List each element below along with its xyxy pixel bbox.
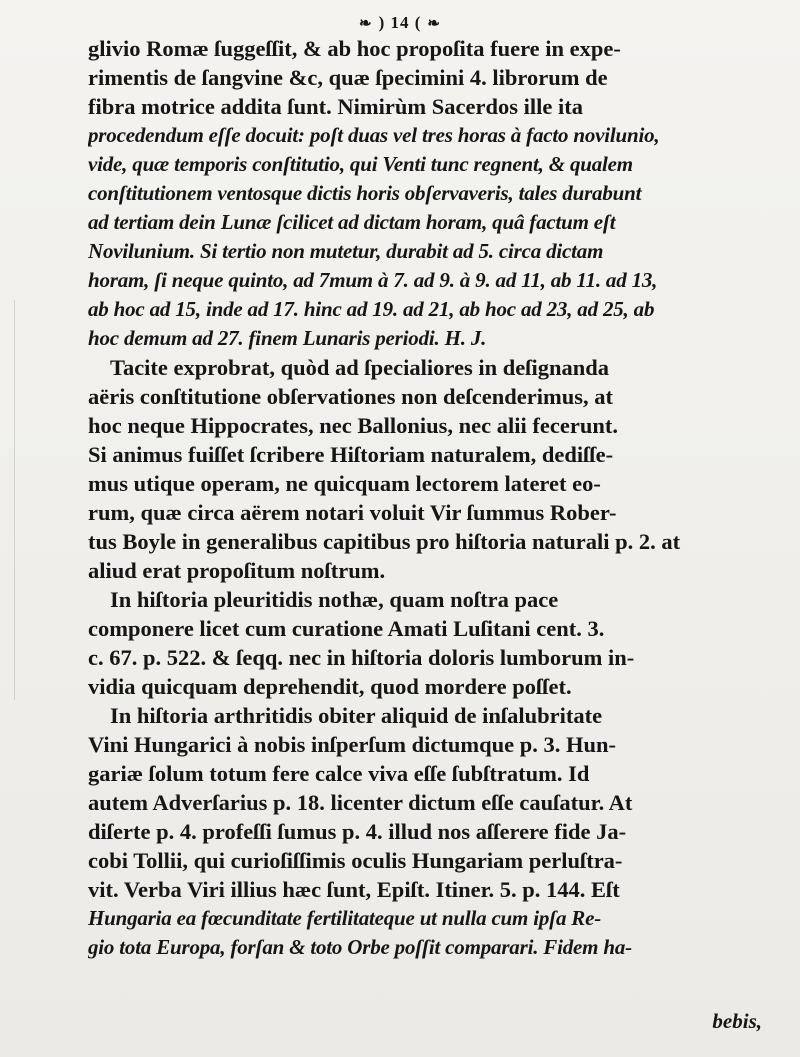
page-number: ) 14 (	[378, 13, 422, 32]
body-text	[88, 34, 778, 962]
text-line: In hiſtoria arthritidis obiter aliquid de inſalubritate	[110, 703, 603, 728]
text-line: componere licet cum curatione Amati Luſitani cent. 3.	[88, 616, 605, 641]
text-line: In hiſtoria pleuritidis nothæ, quam noſtra pace	[110, 587, 559, 612]
text-line: rum, quæ circa aërem notari voluit Vir ſummus Rober-	[88, 500, 617, 525]
page-header	[0, 12, 800, 34]
text-line: conſtitutionem ventosque dictis horis obſervaveris, tales durabunt	[88, 181, 642, 205]
text-line: cobi Tollii, qui curioſiſſimis oculis Hungariam perluſtra-	[88, 848, 623, 873]
text-line: aliud erat propoſitum noſtrum.	[88, 558, 386, 583]
right-ornament: ❧	[427, 15, 441, 32]
text-line: aëris conſtitutione obſervationes non deſcenderimus, at	[88, 384, 613, 409]
text-line: vide, quæ temporis conſtitutio, qui Venti tunc regnent, & qualem	[88, 152, 633, 176]
text-line: gariæ ſolum totum fere calce viva eſſe ſubſtratum. Id	[88, 761, 590, 786]
text-line: fibra motrice addita ſunt. Nimirùm Sacerdos ille ita	[88, 94, 583, 119]
text-line: autem Adverſarius p. 18. licenter dictum eſſe cauſatur. At	[88, 790, 633, 815]
text-line: c. 67. p. 522. & ſeqq. nec in hiſtoria doloris lumborum in-	[88, 645, 635, 670]
text-line: procedendum eſſe docuit: poſt duas vel tres horas à facto novilunio,	[88, 123, 660, 147]
text-line: hoc demum ad 27. finem Lunaris periodi. H. J.	[88, 326, 487, 350]
text-line: Tacite exprobrat, quòd ad ſpecialiores in deſignanda	[110, 355, 610, 380]
text-line: ad tertiam dein Lunæ ſcilicet ad dictam horam, quâ factum eſt	[88, 210, 616, 234]
text-line: mus utique operam, ne quicquam lectorem lateret eo-	[88, 471, 601, 496]
text-line: tus Boyle in generalibus capitibus pro hiſtoria naturali p. 2. at	[88, 529, 681, 554]
text-line: glivio Romæ ſuggeſſit, & ab hoc propoſita fuere in expe-	[88, 36, 621, 61]
text-line: rimentis de ſangvine &c, quæ ſpecimini 4. librorum de	[88, 65, 608, 90]
catchword: bebis,	[712, 1009, 762, 1033]
text-line: Si animus fuiſſet ſcribere Hiſtoriam naturalem, dediſſe-	[88, 442, 614, 467]
left-ornament: ❧	[359, 15, 373, 32]
text-line: horam, ſi neque quinto, ad 7mum à 7. ad 9. à 9. ad 11, ab 11. ad 13,	[88, 268, 658, 292]
text-line: ab hoc ad 15, inde ad 17. hinc ad 19. ad 21, ab hoc ad 23, ad 25, ab	[88, 297, 655, 321]
text-line: diſerte p. 4. profeſſi ſumus p. 4. illud nos aſſerere fide Ja-	[88, 819, 627, 844]
text-line: vidia quicquam deprehendit, quod mordere poſſet.	[88, 674, 572, 699]
scan-mark	[14, 300, 15, 700]
text-line: Vini Hungarici à nobis inſperſum dictumque p. 3. Hun-	[88, 732, 617, 757]
text-line: hoc neque Hippocrates, nec Ballonius, nec alii fecerunt.	[88, 413, 618, 438]
text-line: vit. Verba Viri illius hæc ſunt, Epiſt. Itiner. 5. p. 144. Eſt	[88, 877, 620, 902]
text-line: gio tota Europa, forſan & toto Orbe poſſit comparari. Fidem ha-	[88, 935, 632, 959]
text-line: Novilunium. Si tertio non mutetur, durabit ad 5. circa dictam	[88, 239, 604, 263]
text-line: Hungaria ea fœcunditate fertilitateque ut nulla cum ipſa Re-	[88, 906, 602, 930]
